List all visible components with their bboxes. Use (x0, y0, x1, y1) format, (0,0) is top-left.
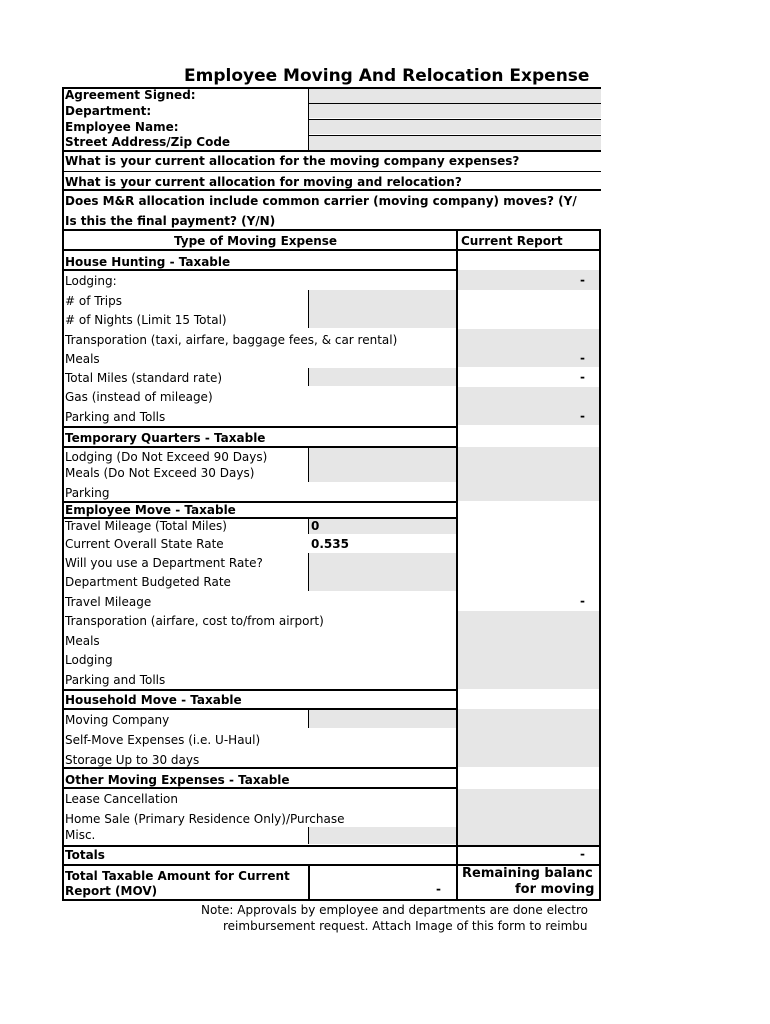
other-lease-cancellation: Lease Cancellation (65, 792, 178, 806)
taxable-amount-value: - (436, 882, 441, 896)
employee-name-field[interactable] (309, 120, 601, 134)
house-hunting-parking-amount: - (580, 409, 585, 423)
household-storage: Storage Up to 30 days (65, 753, 200, 767)
house-hunting-parking: Parking and Tolls (65, 410, 166, 424)
section-temporary-quarters: Temporary Quarters - Taxable (65, 431, 266, 445)
temp-quarters-parking: Parking (65, 486, 110, 500)
household-self-move: Self-Move Expenses (i.e. U-Haul) (65, 733, 261, 747)
employee-move-travel-mileage: Travel Mileage (65, 595, 152, 609)
question-final-payment: Is this the final payment? (Y/N) (65, 214, 276, 228)
temp-quarters-lodging: Lodging (Do Not Exceed 90 Days) (65, 450, 268, 464)
house-hunting-lodging-amount: - (580, 273, 585, 287)
employee-move-parking: Parking and Tolls (65, 673, 166, 687)
state-rate-value: 0.535 (311, 537, 349, 551)
temp-quarters-meals: Meals (Do Not Exceed 30 Days) (65, 466, 255, 480)
house-hunting-miles: Total Miles (standard rate) (65, 371, 223, 385)
form-title: Employee Moving And Relocation Expense (184, 66, 590, 86)
remaining-balance-line1: Remaining balanc (462, 866, 593, 881)
section-household-move: Household Move - Taxable (65, 693, 242, 707)
department-field[interactable] (309, 104, 601, 118)
house-hunting-trips: # of Trips (65, 294, 122, 308)
employee-move-travel-miles: Travel Mileage (Total Miles) (65, 519, 227, 533)
other-home-sale: Home Sale (Primary Residence Only)/Purchase (65, 812, 345, 826)
column-header-current-report: Current Report (461, 234, 563, 248)
agreement-signed-label: Agreement Signed: (65, 88, 196, 102)
section-house-hunting: House Hunting - Taxable (65, 255, 231, 269)
taxable-amount-label-line1: Total Taxable Amount for Current (65, 869, 290, 883)
remaining-balance-line2: for moving (515, 882, 595, 897)
travel-miles-field[interactable] (309, 519, 456, 534)
totals-value: - (580, 847, 585, 861)
question-relocation-allocation: What is your current allocation for moving and relocation? (65, 175, 462, 189)
column-header-type: Type of Moving Expense (174, 234, 338, 248)
miles-field[interactable] (309, 368, 456, 386)
moving-company-field[interactable] (309, 710, 456, 728)
house-hunting-miles-amount: - (580, 370, 585, 384)
employee-move-lodging: Lodging (65, 653, 113, 667)
department-label: Department: (65, 104, 152, 118)
house-hunting-meals: Meals (65, 352, 100, 366)
totals-label: Totals (65, 848, 105, 862)
house-hunting-gas: Gas (instead of mileage) (65, 390, 213, 404)
section-other-expenses: Other Moving Expenses - Taxable (65, 773, 290, 787)
house-hunting-nights: # of Nights (Limit 15 Total) (65, 313, 227, 327)
employee-move-travel-mileage-amount: - (580, 594, 585, 608)
section-employee-move: Employee Move - Taxable (65, 503, 236, 517)
street-address-label: Street Address/Zip Code (65, 135, 231, 149)
note-line2: reimbursement request. Attach Image of this form to reimbu (223, 919, 588, 933)
agreement-signed-field[interactable] (309, 89, 601, 103)
question-common-carrier: Does M&R allocation include common carrier (moving company) moves? (Y/ (65, 194, 577, 208)
house-hunting-meals-amount: - (580, 351, 585, 365)
employee-name-label: Employee Name: (65, 120, 179, 134)
street-address-field[interactable] (309, 136, 601, 150)
trips-field[interactable] (309, 290, 456, 328)
travel-miles-value: 0 (311, 519, 320, 533)
house-hunting-lodging: Lodging: (65, 274, 117, 288)
house-hunting-transportation: Transporation (taxi, airfare, baggage fees, & car rental) (65, 333, 398, 347)
employee-move-state-rate: Current Overall State Rate (65, 537, 224, 551)
household-moving-company: Moving Company (65, 713, 170, 727)
department-rate-fields[interactable] (309, 553, 456, 591)
employee-move-transportation: Transporation (airfare, cost to/from airport) (65, 614, 324, 628)
note-line1: Note: Approvals by employee and departments are done electro (201, 903, 588, 917)
taxable-amount-label-line2: Report (MOV) (65, 884, 158, 898)
employee-move-meals: Meals (65, 634, 100, 648)
employee-move-dept-rate-question: Will you use a Department Rate? (65, 556, 263, 570)
other-misc: Misc. (65, 828, 96, 842)
question-moving-company-allocation: What is your current allocation for the moving company expenses? (65, 154, 520, 168)
employee-move-dept-rate: Department Budgeted Rate (65, 575, 231, 589)
